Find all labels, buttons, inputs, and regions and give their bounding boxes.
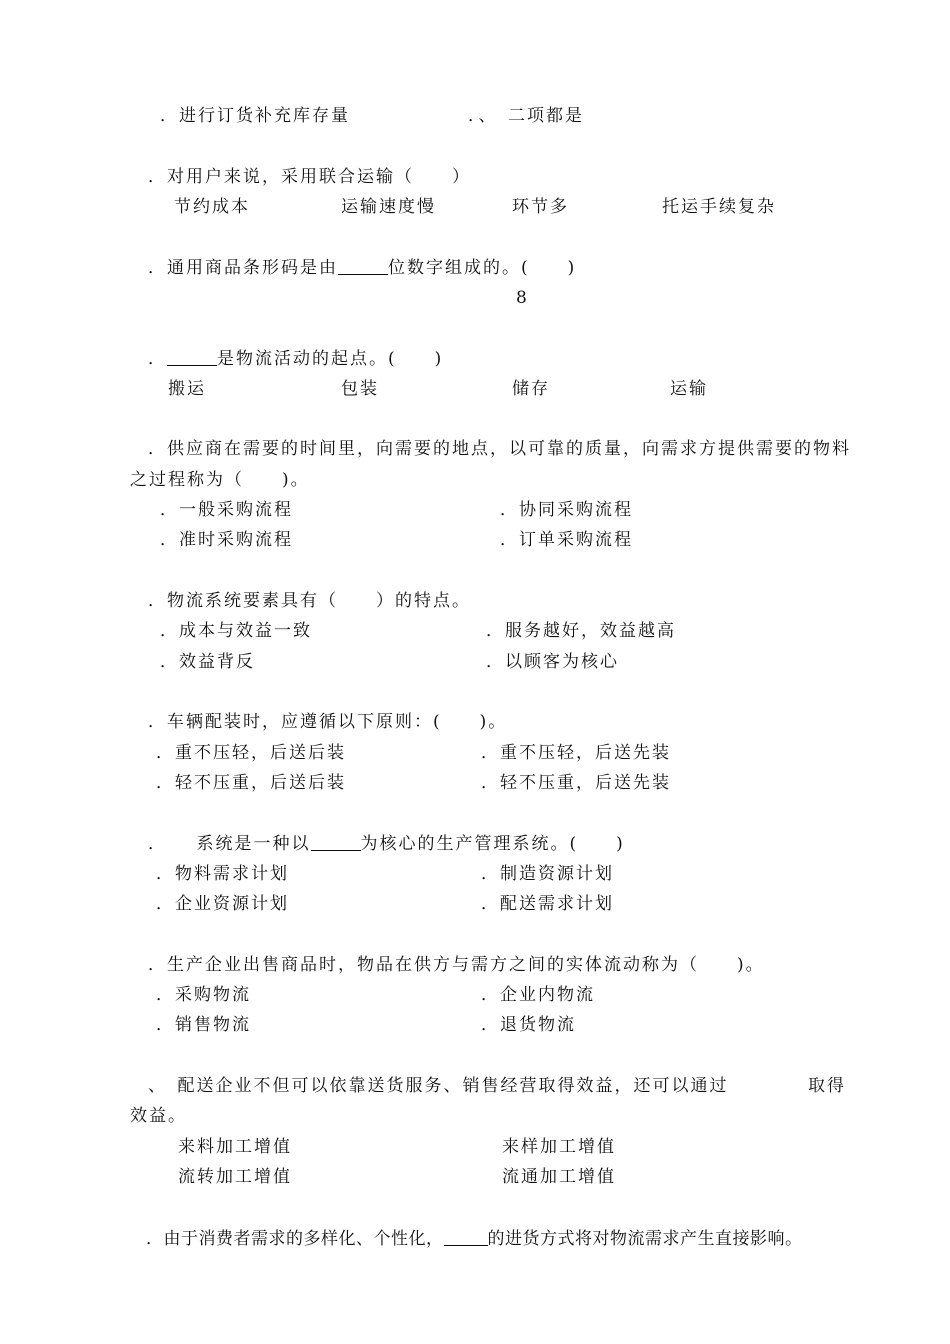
option-a: ．采购物流 (156, 985, 251, 1005)
option-b: 来样加工增值 (502, 1137, 616, 1157)
option-a: 节约成本 (174, 197, 250, 217)
option-c: ．轻不压重，后送后装 (156, 773, 346, 793)
option-b: ．协同采购流程 (500, 500, 633, 520)
option-c: 流转加工增值 (178, 1167, 292, 1187)
option-d: ．轻不压重，后送先装 (481, 773, 671, 793)
option-d: 托运手续复杂 (662, 197, 776, 217)
option-a: ．成本与效益一致 (160, 621, 312, 641)
question-stem: 、 配送企业不但可以依靠送货服务、销售经营取得效益，还可以通过 (148, 1076, 729, 1096)
option-a: ．进行订货补充库存量 (160, 106, 350, 126)
option-value: 8 (516, 288, 529, 308)
option-d: 流通加工增值 (502, 1167, 616, 1187)
option-a: 搬运 (168, 379, 206, 399)
option-d: ．订单采购流程 (500, 530, 633, 550)
option-b: ．服务越好，效益越高 (486, 621, 676, 641)
stem-text: ． (148, 349, 167, 369)
option-b: ．企业内物流 (481, 985, 595, 1005)
option-a: ．一般采购流程 (160, 500, 293, 520)
option-d: 运输 (670, 379, 708, 399)
stem-text: 为核心的生产管理系统。( ) (360, 834, 625, 854)
option-a: ．物料需求计划 (156, 864, 289, 884)
answer-blank (167, 347, 217, 366)
stem-text: 的进货方式将对物流需求产生直接影响。 (487, 1229, 803, 1249)
question-stem (146, 1227, 803, 1250)
question-stem (148, 347, 443, 370)
option-c: 环节多 (512, 197, 569, 217)
option-b: ．制造资源计划 (481, 864, 614, 884)
question-stem (148, 832, 625, 855)
question-stem: ．车辆配装时，应遵循以下原则：( )。 (148, 712, 508, 732)
option-c: ．销售物流 (156, 1015, 251, 1035)
question-stem (148, 256, 576, 279)
question-stem: ．生产企业出售商品时，物品在供方与需方之间的实体流动称为（ )。 (148, 955, 765, 975)
option-c: 储存 (512, 379, 550, 399)
stem-text: ．通用商品条形码是由 (148, 258, 338, 278)
option-b: 包装 (341, 379, 379, 399)
stem-text: ． 系统是一种以 (148, 834, 311, 854)
question-stem-cont: 效益。 (130, 1106, 187, 1126)
stem-text: 位数字组成的。( ) (388, 258, 577, 278)
option-d: ．配送需求计划 (481, 894, 614, 914)
answer-blank (444, 1227, 488, 1246)
option-c: ．企业资源计划 (156, 894, 289, 914)
answer-blank (338, 256, 388, 275)
answer-blank (311, 832, 361, 851)
option-c: ．准时采购流程 (160, 530, 293, 550)
question-stem-tail: 取得 (808, 1076, 846, 1096)
option-b: ．重不压轻，后送先装 (481, 743, 671, 763)
question-stem: ．对用户来说，采用联合运输（ ） (148, 167, 471, 187)
option-a: ．重不压轻，后送后装 (156, 743, 346, 763)
question-stem: ．物流系统要素具有（ ）的特点。 (148, 591, 471, 611)
option-d: ．以顾客为核心 (486, 652, 619, 672)
option-c: ．效益背反 (160, 652, 255, 672)
option-d: ．退货物流 (481, 1015, 576, 1035)
stem-text: 是物流活动的起点。( ) (217, 349, 444, 369)
option-b: ．、 二项都是 (468, 106, 584, 126)
question-stem-cont: 之过程称为（ )。 (130, 470, 310, 490)
question-stem: ．供应商在需要的时间里，向需要的地点，以可靠的质量，向需求方提供需要的物料 (148, 439, 851, 459)
stem-text: ．由于消费者需求的多样化、个性化， (146, 1229, 444, 1249)
option-b: 运输速度慢 (341, 197, 436, 217)
option-a: 来料加工增值 (178, 1137, 292, 1157)
